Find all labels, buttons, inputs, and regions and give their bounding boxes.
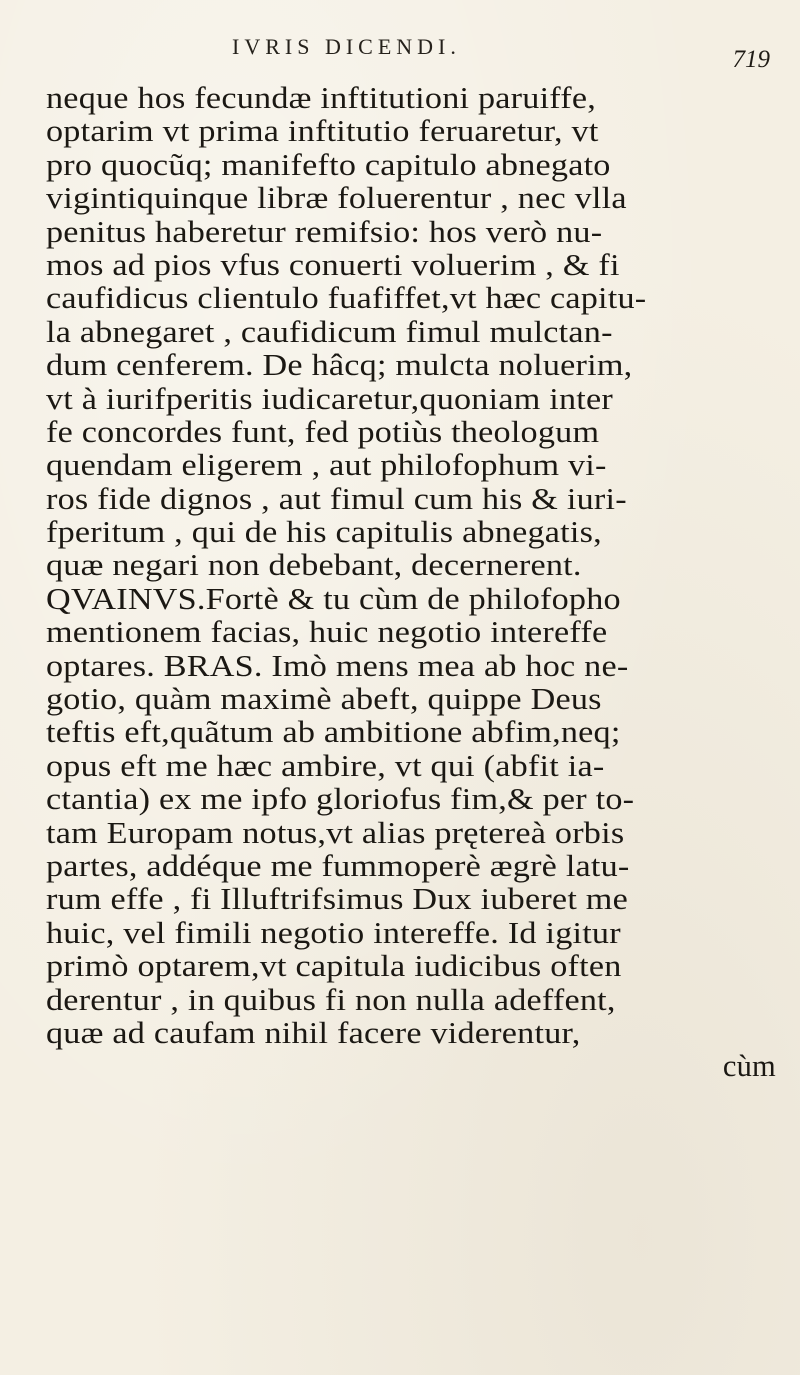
- text-line: QVAINVS.Fortè & tu cùm de philofopho: [46, 582, 621, 616]
- text-line: penitus haberetur remifsio: hos verò nu-: [46, 215, 603, 249]
- text-line: primò optarem,vt capitula iudicibus often: [46, 950, 622, 984]
- text-line: partes, addéque me fummoperè ægrè latu-: [46, 849, 630, 883]
- text-line: huic, vel fimili negotio intereffe. Id igitur: [46, 916, 621, 950]
- text-line: quæ negari non debebant, decernerent.: [46, 549, 582, 583]
- page-number: 719: [732, 46, 770, 73]
- text-line: fe concordes funt, fed potiùs theologum: [46, 415, 600, 449]
- text-line: vigintiquinque libræ foluerentur , nec vlla: [46, 182, 627, 216]
- text-line: teftis eft,quãtum ab ambitione abfim,neq;: [46, 716, 621, 750]
- text-line: gotio, quàm maximè abeft, quippe Deus: [46, 683, 602, 717]
- text-line: mentionem facias, huic negotio intereffe: [46, 616, 608, 650]
- text-line: ros fide dignos , aut fimul cum his & iuri-: [46, 482, 627, 516]
- text-line: tam Europam notus,vt alias prętereà orbis: [46, 816, 625, 850]
- text-line: derentur , in quibus fi non nulla adeffent,: [46, 983, 616, 1017]
- text-line: la abnegaret , caufidicum fimul mulctan-: [46, 315, 613, 349]
- text-line: pro quocũq; manifefto capitulo abnegato: [46, 148, 611, 182]
- text-line: dum cenferem. De hâcq; mulcta noluerim,: [46, 349, 633, 383]
- text-line: optarim vt prima inftitutio feruaretur, vt: [46, 115, 599, 149]
- running-title: IVRIS DICENDI.: [232, 34, 461, 59]
- catchword: cùm: [722, 1050, 776, 1084]
- text-line: opus eft me hæc ambire, vt qui (abfit ia-: [46, 749, 605, 783]
- text-line: vt à iurifperitis iudicaretur,quoniam inter: [46, 382, 613, 416]
- text-line: ctantia) ex me ipfo gloriofus fim,& per to-: [46, 783, 635, 817]
- text-line: quæ ad caufam nihil facere viderentur,: [46, 1016, 581, 1050]
- text-line: fperitum , qui de his capitulis abnegatis,: [46, 516, 602, 550]
- text-line: mos ad pios vfus conuerti voluerim , & fi: [46, 248, 620, 282]
- text-line: optares. BRAS. Imò mens mea ab hoc ne-: [46, 649, 629, 683]
- text-line: quendam eligerem , aut philofophum vi-: [46, 449, 607, 483]
- body-text: [46, 82, 776, 1084]
- text-line: rum effe , fi Illuftrifsimus Dux iuberet me: [46, 883, 628, 917]
- text-line: neque hos fecundæ inftitutioni paruiffe,: [46, 82, 597, 115]
- text-line: caufidicus clientulo fuafiffet,vt hæc capitu-: [46, 282, 647, 316]
- running-head: [0, 12, 800, 84]
